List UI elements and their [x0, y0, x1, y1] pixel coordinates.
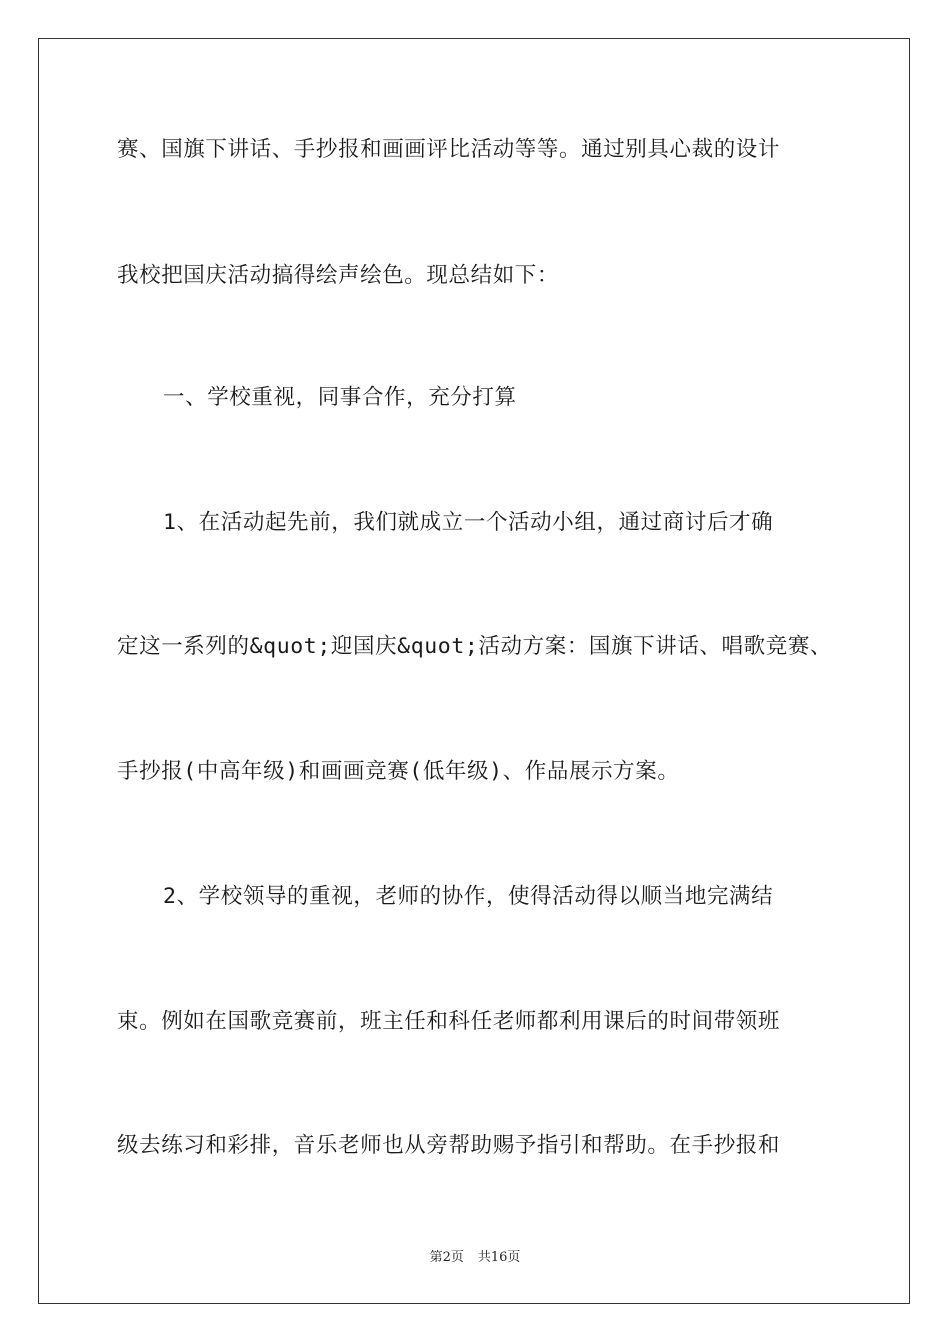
paragraph-line: 我校把国庆活动搞得绘声绘色。现总结如下：	[117, 263, 560, 288]
page-border	[38, 38, 910, 1304]
section-heading: 一、学校重视，同事合作，充分打算	[163, 385, 517, 410]
paragraph-line: 1、在活动起先前，我们就成立一个活动小组，通过商讨后才确	[163, 510, 774, 535]
page-footer	[0, 1246, 950, 1265]
paragraph-line: 赛、国旗下讲话、手抄报和画画评比活动等等。通过别具心裁的设计	[117, 137, 781, 162]
paragraph-line: 定这一系列的&quot;迎国庆&quot;活动方案：国旗下讲话、唱歌竞赛、	[117, 634, 833, 659]
paragraph-line: 手抄报(中高年级)和画画竞赛(低年级)、作品展示方案。	[117, 759, 680, 784]
page-number: 第2页	[429, 1250, 464, 1265]
paragraph-line: 束。例如在国歌竞赛前，班主任和科任老师都利用课后的时间带领班	[117, 1009, 781, 1034]
paragraph-line: 级去练习和彩排，音乐老师也从旁帮助赐予指引和帮助。在手抄报和	[117, 1133, 781, 1158]
total-pages: 共16页	[477, 1250, 521, 1265]
paragraph-line: 2、学校领导的重视，老师的协作，使得活动得以顺当地完满结	[163, 884, 774, 909]
